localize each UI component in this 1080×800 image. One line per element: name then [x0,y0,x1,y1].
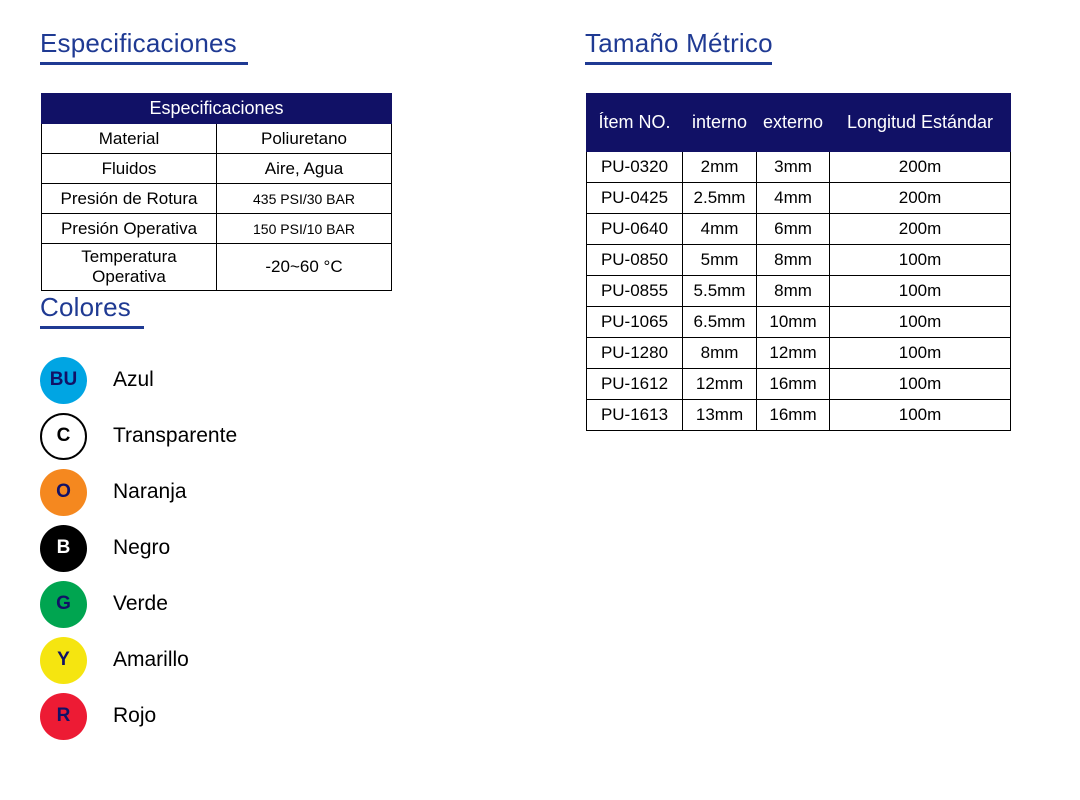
spec-value: 150 PSI/10 BAR [217,214,392,244]
cell-interno: 13mm [683,400,757,431]
cell-item-no: PU-0320 [587,152,683,183]
spec-label: Temperatura Operativa [42,244,217,291]
specifications-table [41,93,392,291]
cell-longitud: 200m [830,152,1011,183]
section-heading-tamano-metrico [585,28,773,65]
table-row [587,183,1011,214]
metric-size-table-body [587,152,1011,431]
cell-interno: 8mm [683,338,757,369]
heading-underline [585,62,772,65]
spec-label: Presión Operativa [42,214,217,244]
color-label: Verde [113,592,168,615]
metric-size-table [586,93,1011,431]
spec-value: Aire, Agua [217,154,392,184]
list-item [40,576,460,632]
heading-underline [40,62,248,65]
cell-item-no: PU-1613 [587,400,683,431]
specifications-table-head [42,94,392,124]
color-swatch-azul: BU [40,357,87,404]
table-row [587,400,1011,431]
cell-longitud: 100m [830,400,1011,431]
cell-externo: 12mm [757,338,830,369]
cell-longitud: 200m [830,214,1011,245]
cell-longitud: 100m [830,369,1011,400]
section-heading-colores-text: Colores [40,292,131,322]
cell-externo: 6mm [757,214,830,245]
column-header-longitud-estandar: Longitud Estándar [830,94,1011,152]
column-header-externo: externo [757,94,830,152]
cell-longitud: 100m [830,307,1011,338]
spec-label: Material [42,124,217,154]
cell-externo: 16mm [757,400,830,431]
color-label: Naranja [113,480,187,503]
table-row [587,152,1011,183]
section-heading-colores [40,292,144,329]
cell-externo: 4mm [757,183,830,214]
table-row [587,214,1011,245]
cell-externo: 8mm [757,276,830,307]
color-label: Transparente [113,424,238,447]
table-row [42,154,392,184]
cell-item-no: PU-1065 [587,307,683,338]
metric-size-table-head [587,94,1011,152]
list-item [40,688,460,744]
column-header-item-no: Ítem NO. [587,94,683,152]
cell-externo: 10mm [757,307,830,338]
specifications-table-title: Especificaciones [42,94,392,124]
color-label: Rojo [113,704,157,727]
cell-item-no: PU-1612 [587,369,683,400]
spec-label: Fluidos [42,154,217,184]
cell-interno: 6.5mm [683,307,757,338]
spec-value: 435 PSI/30 BAR [217,184,392,214]
color-swatch-verde: G [40,581,87,628]
spec-label: Presión de Rotura [42,184,217,214]
table-row [587,245,1011,276]
cell-interno: 12mm [683,369,757,400]
spec-value: -20~60 °C [217,244,392,291]
heading-underline [40,326,144,329]
color-swatch-negro: B [40,525,87,572]
table-row [587,276,1011,307]
cell-interno: 2mm [683,152,757,183]
cell-longitud: 100m [830,276,1011,307]
cell-externo: 3mm [757,152,830,183]
spec-value: Poliuretano [217,124,392,154]
color-label: Azul [113,368,154,391]
list-item [40,352,460,408]
cell-externo: 8mm [757,245,830,276]
cell-longitud: 200m [830,183,1011,214]
table-row [587,338,1011,369]
table-row [587,307,1011,338]
section-heading-tamano-metrico-text: Tamaño Métrico [585,28,773,58]
list-item [40,632,460,688]
cell-interno: 4mm [683,214,757,245]
cell-item-no: PU-0425 [587,183,683,214]
color-swatch-naranja: O [40,469,87,516]
cell-interno: 2.5mm [683,183,757,214]
table-row [587,369,1011,400]
table-row [42,124,392,154]
table-row [42,184,392,214]
table-row [42,244,392,291]
cell-longitud: 100m [830,245,1011,276]
color-swatch-transparente: C [40,413,87,460]
color-swatch-amarillo: Y [40,637,87,684]
cell-interno: 5mm [683,245,757,276]
cell-longitud: 100m [830,338,1011,369]
list-item [40,464,460,520]
section-heading-especificaciones [40,28,248,65]
table-row [42,94,392,124]
cell-externo: 16mm [757,369,830,400]
color-swatch-rojo: R [40,693,87,740]
specifications-table-body [42,124,392,291]
color-label: Negro [113,536,171,559]
color-label: Amarillo [113,648,189,671]
cell-item-no: PU-0855 [587,276,683,307]
section-heading-especificaciones-text: Especificaciones [40,28,237,58]
cell-item-no: PU-0850 [587,245,683,276]
cell-item-no: PU-1280 [587,338,683,369]
list-item [40,520,460,576]
colors-list [40,352,460,744]
list-item [40,408,460,464]
table-row [42,214,392,244]
cell-interno: 5.5mm [683,276,757,307]
table-row [587,94,1011,152]
column-header-interno: interno [683,94,757,152]
cell-item-no: PU-0640 [587,214,683,245]
